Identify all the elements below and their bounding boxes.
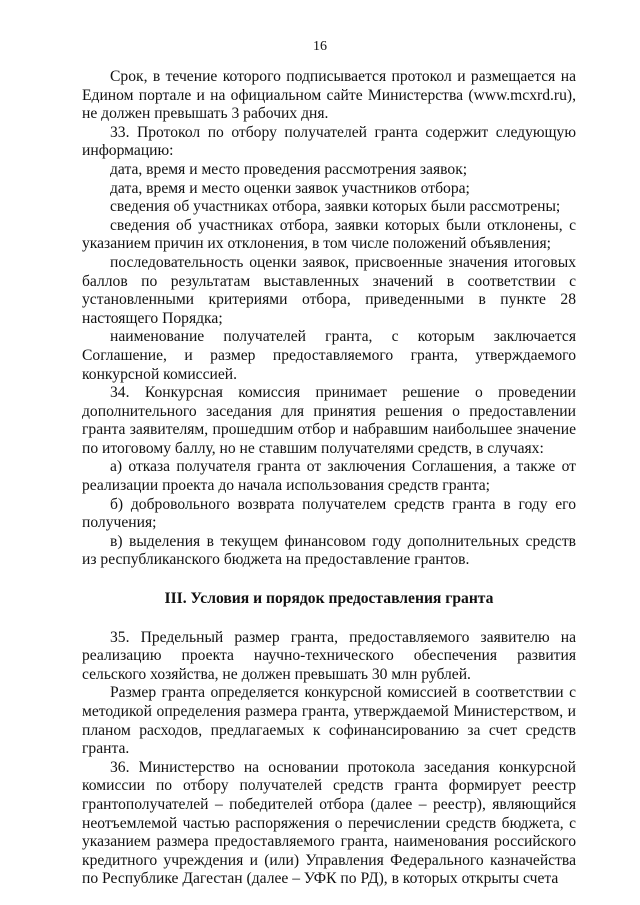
paragraph-33: 33. Протокол по отбору получателей гранта содержит следующую информацию:	[82, 123, 576, 160]
page-number: 16	[313, 39, 327, 54]
list-item: б) добровольного возврата получателем средств гранта в году его получения;	[82, 495, 576, 532]
list-item: дата, время и место проведения рассмотрения заявок;	[110, 160, 468, 178]
paragraph-36: 36. Министерство на основании протокола заседания конкурсной комиссии по отбору получателей средств гранта формирует реестр грантополучателей – победителей отбора (далее – реестр), являющийся неотъемлемой частью распоряжения о перечислении средств бюджета, с указанием размера предоставляемого гранта, наименования российского кредитного учреждения и (или) Управления Федерального казначейства по Республике Дагестан (далее – УФК по РД), в которых открыты счета	[82, 758, 576, 888]
paragraph-deadline: Срок, в течение которого подписывается протокол и размещается на Едином портале и на официальном сайте Министерства (www.mcxrd.ru), не должен превышать 3 рабочих дня.	[82, 68, 576, 123]
section-heading: III. Условия и порядок предоставления гранта	[164, 590, 494, 608]
list-item: сведения об участниках отбора, заявки которых были рассмотрены;	[110, 198, 561, 216]
list-item: дата, время и место оценки заявок участников отбора;	[110, 179, 470, 197]
paragraph-grant-size: Размер гранта определяется конкурсной комиссией в соответствии с методикой определения размера гранта, утверждаемой Министерством, и планом расходов, предлагаемых к софинансированию за счет средств гранта.	[82, 684, 576, 758]
list-item: последовательность оценки заявок, присвоенные значения итоговых баллов по результатам выставленных значений в соответствии с установленными критериями отбора, приведенными в пункте 28 настоящего Порядка;	[82, 253, 576, 327]
paragraph-35: 35. Предельный размер гранта, предоставляемого заявителю на реализацию проекта научно-технического обеспечения развития сельского хозяйства, не должен превышать 30 млн рублей.	[82, 628, 576, 683]
list-item: в) выделения в текущем финансовом году дополнительных средств из республиканского бюджета на предоставление грантов.	[82, 532, 576, 569]
list-item: наименование получателей гранта, с которым заключается Соглашение, и размер предоставляемого гранта, утверждаемого конкурсной комиссией.	[82, 328, 576, 383]
paragraph-34: 34. Конкурсная комиссия принимает решение о проведении дополнительного заседания для принятия решения о предоставлении гранта заявителям, прошедшим отбор и набравшим наибольшее значение по итоговому баллу, но не ставшим получателями средств, в случаях:	[82, 384, 576, 457]
document-body	[82, 68, 576, 889]
list-item: сведения об участниках отбора, заявки которых были отклонены, с указанием причин их отклонения, в том числе положений объявления;	[82, 216, 576, 253]
list-item: а) отказа получателя гранта от заключения Соглашения, а также от реализации проекта до начала использования средств гранта;	[82, 458, 576, 495]
